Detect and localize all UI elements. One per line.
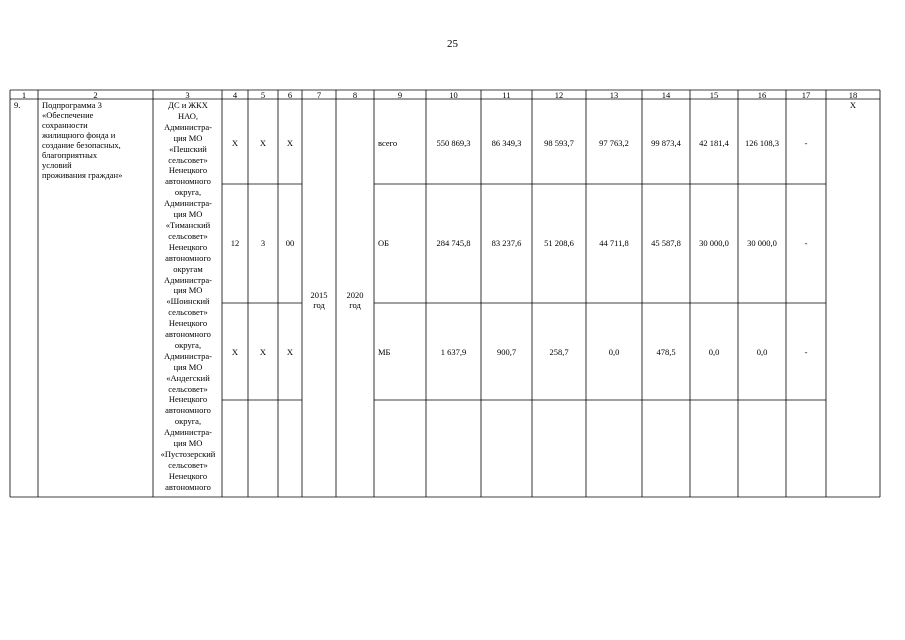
table-cell: 126 108,3 bbox=[745, 138, 779, 148]
header-cell: 5 bbox=[260, 90, 266, 100]
executors-text: ДС и ЖКХ НАО, Администра- ция МО «Пешский сельсовет» Ненецкого автономного округа, Администра- ция МО «Тиманский сельсовет» Ненецкого автономного округам Администра- ция МО «Шоинский сельсовет» Ненецкого автономного округа, Администра- ция МО «Андегский сельсовет» Ненецкого автономного округа, Администра- ция МО «Пустозерский сельсовет» Ненецкого автономного bbox=[160, 100, 216, 492]
table-cell: 45 587,8 bbox=[651, 238, 681, 248]
table-cell: 51 208,6 bbox=[544, 238, 574, 248]
table-cell: Х bbox=[231, 138, 239, 148]
table-cell: 0,0 bbox=[756, 347, 768, 357]
start-year: 2015 год bbox=[310, 290, 328, 310]
funding-source: МБ bbox=[378, 347, 391, 357]
table-cell: 99 873,4 bbox=[651, 138, 681, 148]
header-cell: 15 bbox=[709, 90, 719, 100]
table-cell: Х bbox=[286, 347, 294, 357]
header-cell: 18 bbox=[848, 90, 858, 100]
table-cell: Х bbox=[259, 347, 267, 357]
table-cell: 3 bbox=[260, 238, 266, 248]
table-cell: 00 bbox=[285, 238, 295, 248]
table-cell: 30 000,0 bbox=[747, 238, 777, 248]
header-cell: 3 bbox=[185, 90, 190, 100]
end-year: 2020 год bbox=[346, 290, 364, 310]
table-cell: 1 637,9 bbox=[440, 347, 467, 357]
header-cell: 17 bbox=[801, 90, 811, 100]
table-cell: - bbox=[804, 238, 808, 248]
table-cell: 12 bbox=[230, 238, 240, 248]
table-cell: Х bbox=[259, 138, 267, 148]
header-cell: 1 bbox=[21, 90, 27, 100]
table-cell: 550 869,3 bbox=[436, 138, 471, 148]
header-cell: 13 bbox=[609, 90, 619, 100]
header-cell: 12 bbox=[554, 90, 564, 100]
header-cell: 8 bbox=[352, 90, 358, 100]
header-cell: 7 bbox=[316, 90, 322, 100]
header-cell: 9 bbox=[397, 90, 403, 100]
table-cell: 900,7 bbox=[496, 347, 517, 357]
table-cell: 83 237,6 bbox=[491, 238, 522, 248]
funding-source: ОБ bbox=[378, 238, 390, 248]
row-number: 9. bbox=[14, 100, 21, 110]
table-cell: 284 745,8 bbox=[436, 238, 471, 248]
header-cell: 11 bbox=[502, 90, 511, 100]
table-cell: 42 181,4 bbox=[699, 138, 729, 148]
table-cell: 97 763,2 bbox=[599, 138, 629, 148]
header-cell: 4 bbox=[232, 90, 238, 100]
table-cell: Х bbox=[286, 138, 294, 148]
header-cell: 2 bbox=[93, 90, 98, 100]
header-cell: 14 bbox=[661, 90, 671, 100]
col18-mark: Х bbox=[849, 100, 857, 110]
table-cell: 98 593,7 bbox=[544, 138, 574, 148]
table-cell: 86 349,3 bbox=[491, 138, 522, 148]
table-cell: 258,7 bbox=[549, 347, 569, 357]
table-cell: - bbox=[804, 347, 808, 357]
header-cell: 10 bbox=[449, 90, 458, 100]
table-cell: 30 000,0 bbox=[699, 238, 729, 248]
table-cell: - bbox=[804, 138, 808, 148]
table-cell: 44 711,8 bbox=[599, 238, 629, 248]
table-cell: 0,0 bbox=[608, 347, 620, 357]
program-name: Подпрограмма 3 «Обеспечение сохранности жилищного фонда и создание безопасных, благоприятных условий проживания граждан» bbox=[42, 100, 123, 180]
header-cell: 6 bbox=[287, 90, 293, 100]
funding-source: всего bbox=[378, 138, 398, 148]
table-cell: 0,0 bbox=[708, 347, 720, 357]
page-number: 25 bbox=[447, 38, 458, 50]
header-cell: 16 bbox=[757, 90, 767, 100]
table-cell: Х bbox=[231, 347, 239, 357]
table-cell: 478,5 bbox=[656, 347, 676, 357]
